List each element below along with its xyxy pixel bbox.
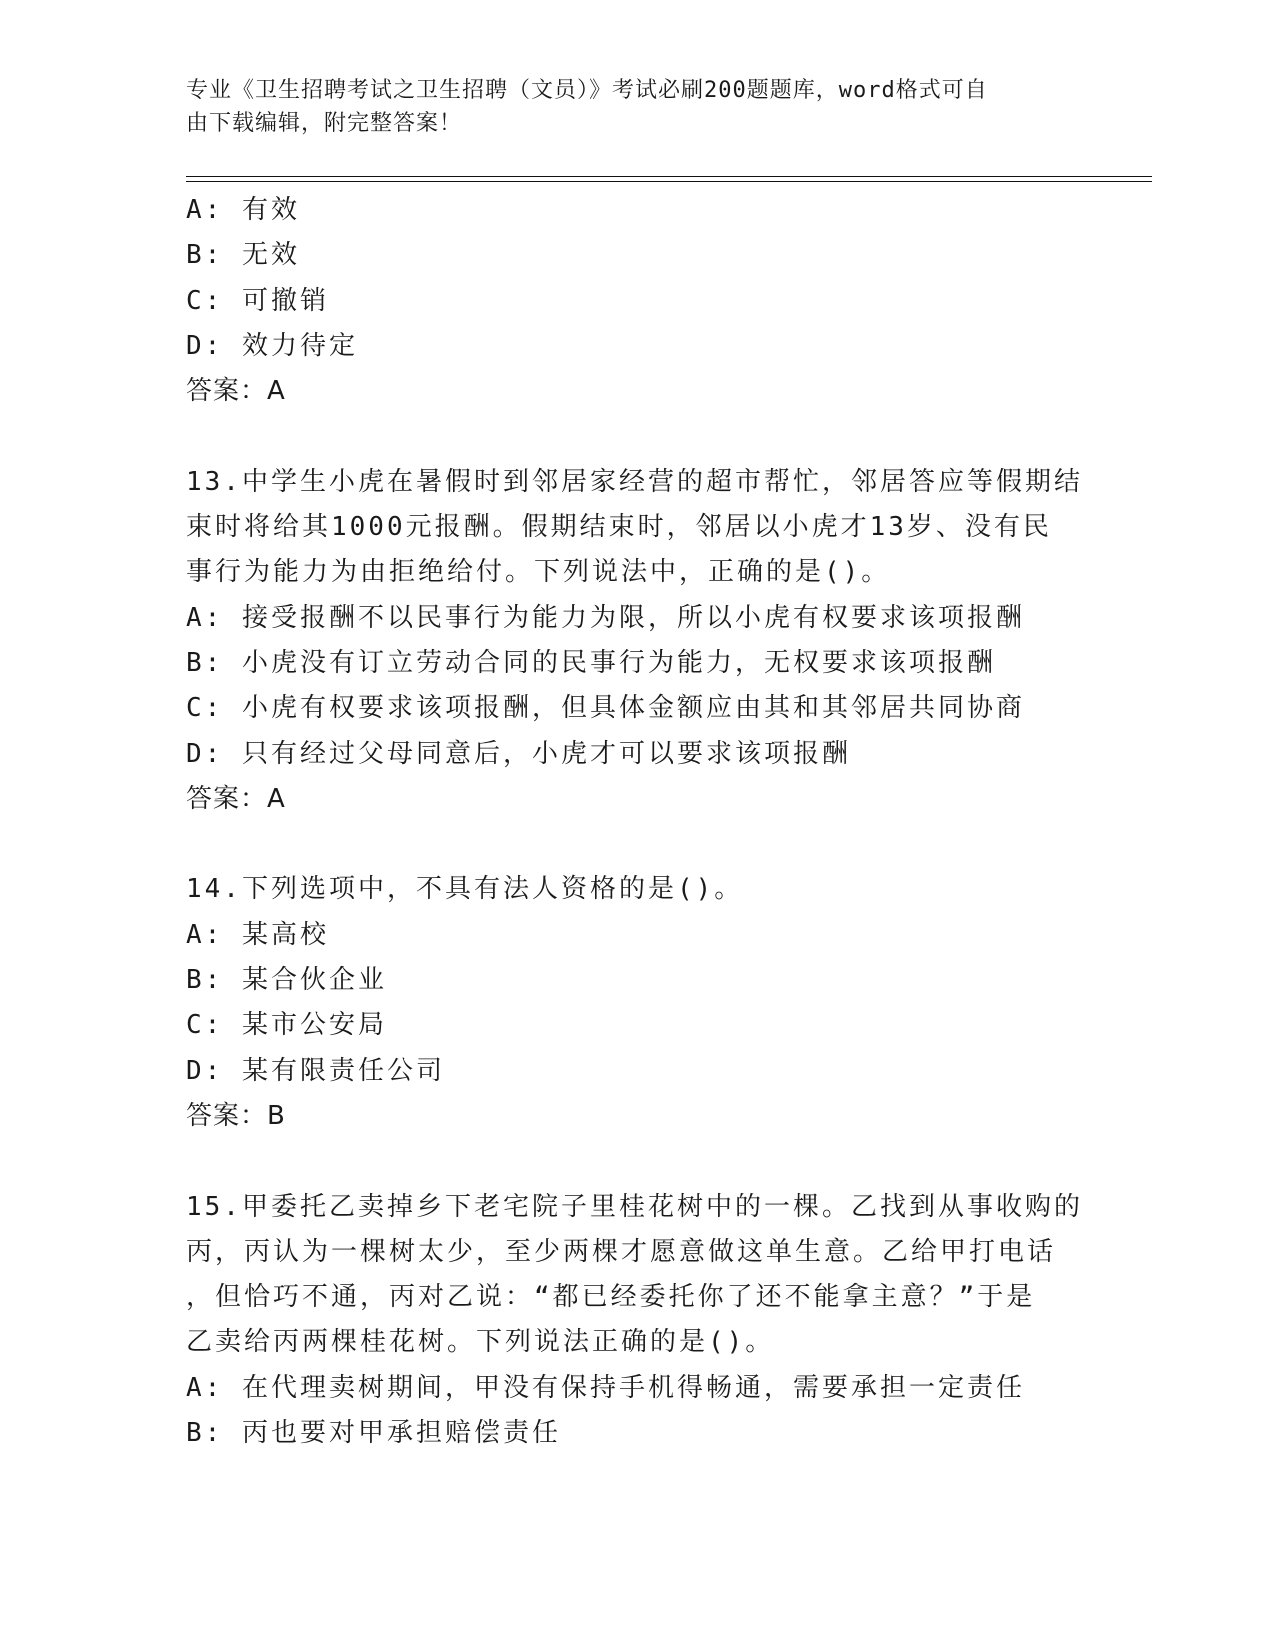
option-d: D: 效力待定	[186, 330, 358, 361]
header-line-2: 由下载编辑，附完整答案！	[186, 111, 463, 136]
answer: 答案：B	[186, 1100, 286, 1131]
option-d: D: 某有限责任公司	[186, 1055, 445, 1086]
question-15	[186, 1185, 1106, 1457]
header-line-1: 专业《卫生招聘考试之卫生招聘（文员）》考试必刷200题题库，word格式可自	[186, 78, 988, 103]
option-a: A: 某高校	[186, 919, 329, 950]
question-stem-line: 15.甲委托乙卖掉乡下老宅院子里桂花树中的一棵。乙找到从事收购的	[186, 1191, 1083, 1222]
header-rule-top	[186, 176, 1152, 177]
document-header	[186, 74, 1066, 140]
option-a: A: 在代理卖树期间，甲没有保持手机得畅通，需要承担一定责任	[186, 1372, 1025, 1403]
question-stem-line: 乙卖给丙两棵桂花树。下列说法正确的是()。	[186, 1327, 775, 1358]
question-stem-line: 14.下列选项中，不具有法人资格的是()。	[186, 874, 744, 905]
answer: 答案：A	[186, 376, 286, 407]
question-stem-line: 事行为能力为由拒绝给付。下列说法中，正确的是()。	[186, 557, 891, 588]
question-content	[186, 188, 1106, 1456]
option-d: D: 只有经过父母同意后，小虎才可以要求该项报酬	[186, 738, 851, 769]
option-c: C: 某市公安局	[186, 1010, 387, 1041]
question-stem-line: 束时将给其1000元报酬。假期结束时，邻居以小虎才13岁、没有民	[186, 512, 1052, 543]
question-stem-line: 丙，丙认为一棵树太少，至少两棵才愿意做这单生意。乙给甲打电话	[186, 1236, 1057, 1267]
option-c: C: 小虎有权要求该项报酬，但具体金额应由其和其邻居共同协商	[186, 693, 1025, 724]
option-c: C: 可撤销	[186, 285, 329, 316]
option-b: B: 丙也要对甲承担赔偿责任	[186, 1418, 561, 1449]
spacer	[186, 822, 1106, 867]
option-b: B: 无效	[186, 240, 300, 271]
answer: 答案：A	[186, 783, 286, 814]
header-rule-bottom	[186, 181, 1152, 182]
option-a: A: 有效	[186, 195, 300, 225]
spacer	[186, 1139, 1106, 1184]
option-b: B: 某合伙企业	[186, 965, 387, 996]
question-12	[186, 188, 1106, 414]
spacer	[186, 414, 1106, 459]
option-a: A: 接受报酬不以民事行为能力为限，所以小虎有权要求该项报酬	[186, 602, 1025, 633]
question-14	[186, 867, 1106, 1139]
question-stem-line: ，但恰巧不通，丙对乙说：“都已经委托你了还不能拿主意？”于是	[186, 1282, 1036, 1313]
question-stem-line: 13.中学生小虎在暑假时到邻居家经营的超市帮忙，邻居答应等假期结	[186, 466, 1083, 497]
question-13	[186, 460, 1106, 822]
option-b: B: 小虎没有订立劳动合同的民事行为能力，无权要求该项报酬	[186, 647, 996, 678]
